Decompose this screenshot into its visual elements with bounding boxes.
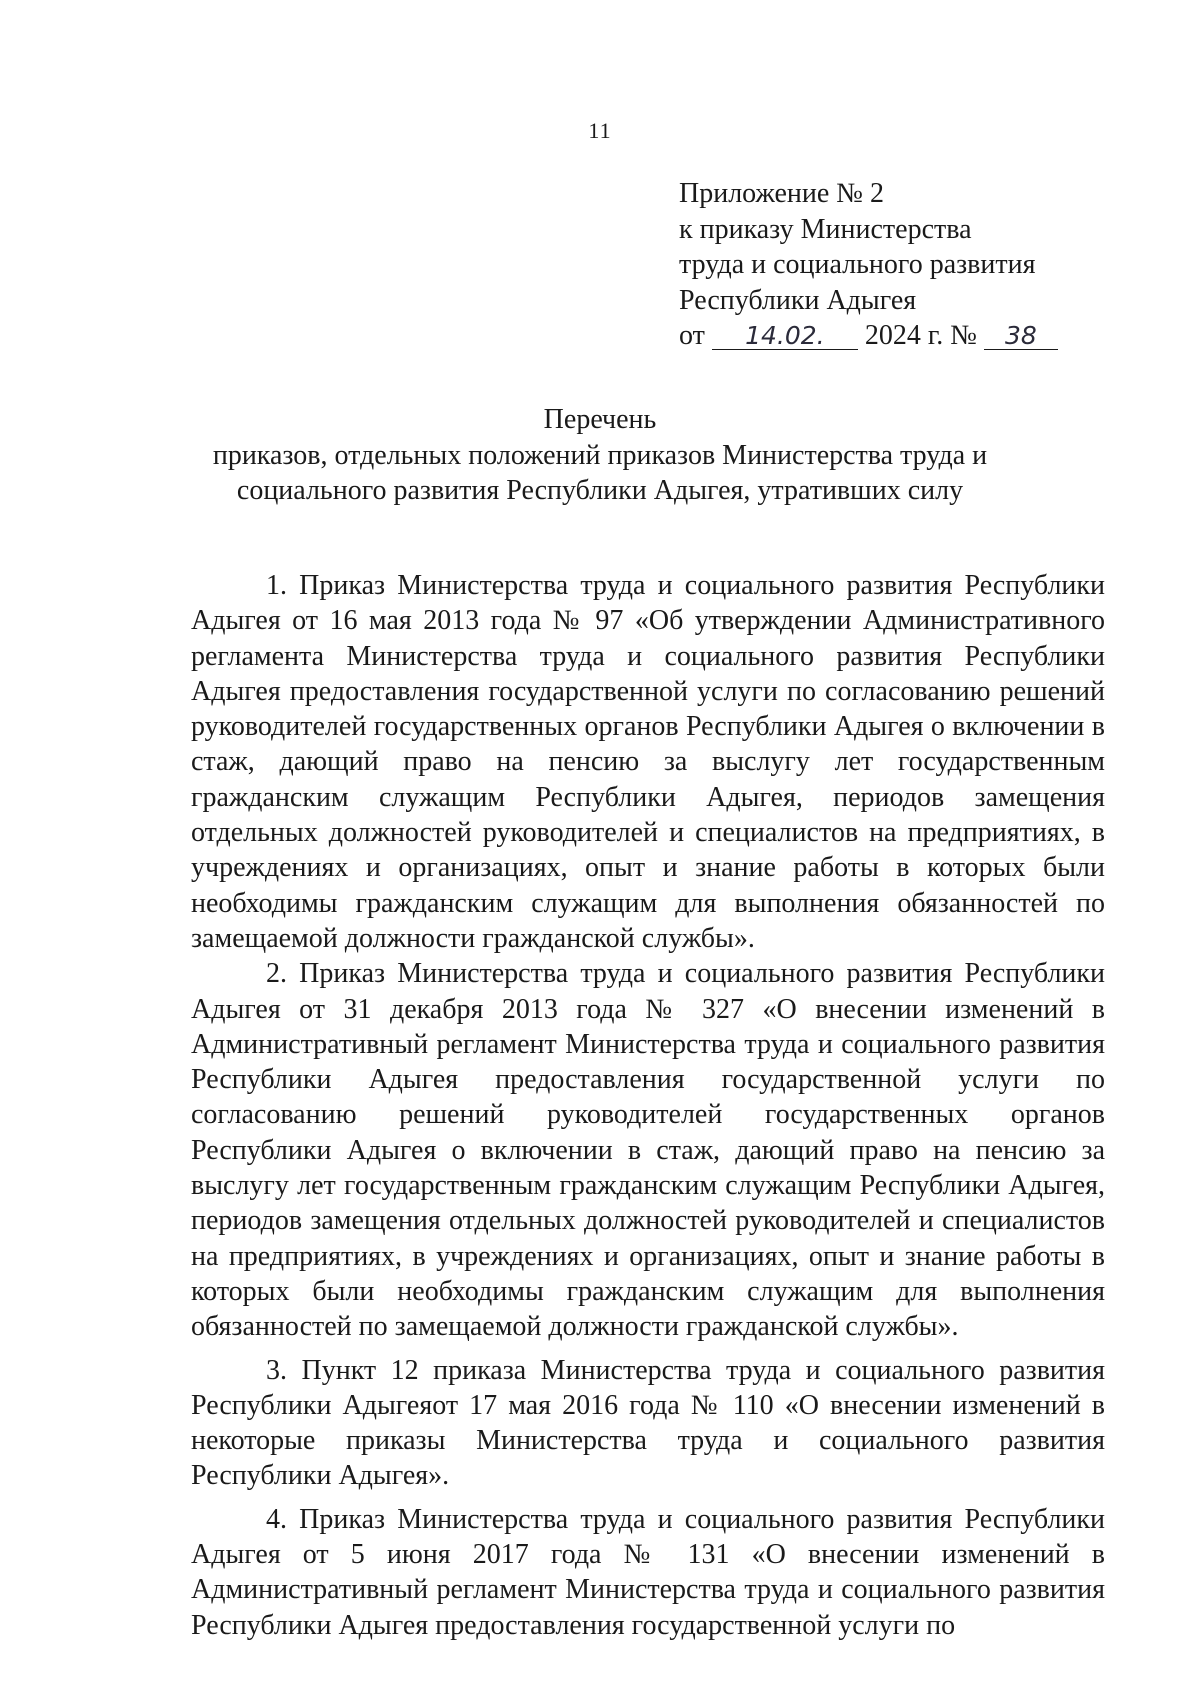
appendix-line-4: Республики Адыгея [679,284,917,316]
document-body [191,568,1105,1643]
list-item-3: 3. Пункт 12 приказа Министерства труда и социального развития Республики Адыгеяот 17 мая 2016 года № 110 «О внесении изменений в некоторые приказы Министерства труда и социального развития Республики Адыгея». [191,1354,1105,1492]
page-number: 11 [588,118,612,143]
date-year: 2024 г. № [864,320,977,351]
title-line-3: социального развития Республики Адыгея, утративших силу [236,475,964,506]
document-title [180,402,1020,509]
list-item-2: 2. Приказ Министерства труда и социального развития Республики Адыгея от 31 декабря 2013 года № 327 «О внесении изменений в Административный регламент Министерства труда и социального развития Республики Адыгея предоставления государственной услуги по согласованию решений руководителей государственных органов Республики Адыгея о включении в стаж, дающий право на пенсию за выслугу лет государственным гражданским служащим Республики Адыгея, периодов замещения отдельных должностей руководителей и специалистов на предприятиях, в учреждениях и организациях, опыт и знание работы в которых были необходимы гражданским служащим для выполнения обязанностей по замещаемой должности гражданской службы». [191,958,1105,1343]
title-line-2: приказов, отдельных положений приказов Министерства труда и [212,439,988,471]
appendix-date-line [679,318,1079,354]
list-item-1: 1. Приказ Министерства труда и социального развития Республики Адыгея от 16 мая 2013 года № 97 «Об утверждении Административного регламента Министерства труда и социального развития Республики Адыгея предоставления государственной услуги по согласованию решений руководителей государственных органов Республики Адыгея о включении в стаж, дающий право на пенсию за выслугу лет государственным гражданским служащим Республики Адыгея, периодов замещения отдельных должностей руководителей и специалистов на предприятиях, в учреждениях и организациях, опыт и знание работы в которых были необходимы гражданским служащим для выполнения обязанностей по замещаемой должности гражданской службы». [191,570,1105,954]
list-item-4: 4. Приказ Министерства труда и социального развития Республики Адыгея от 5 июня 2017 года № 131 «О внесении изменений в Административный регламент Министерства труда и социального развития Республики Адыгея предоставления государственной услуги по [191,1503,1105,1641]
appendix-line-1: Приложение № 2 [679,178,884,209]
handwritten-number: 38 [984,323,1058,350]
handwritten-date: 14.02. [712,323,858,350]
date-prefix: от [679,320,705,351]
appendix-header [679,176,1079,354]
title-line-1: Перечень [543,404,657,435]
appendix-line-2: к приказу Министерства [679,213,972,245]
appendix-line-3: труда и социального развития [679,249,1036,280]
